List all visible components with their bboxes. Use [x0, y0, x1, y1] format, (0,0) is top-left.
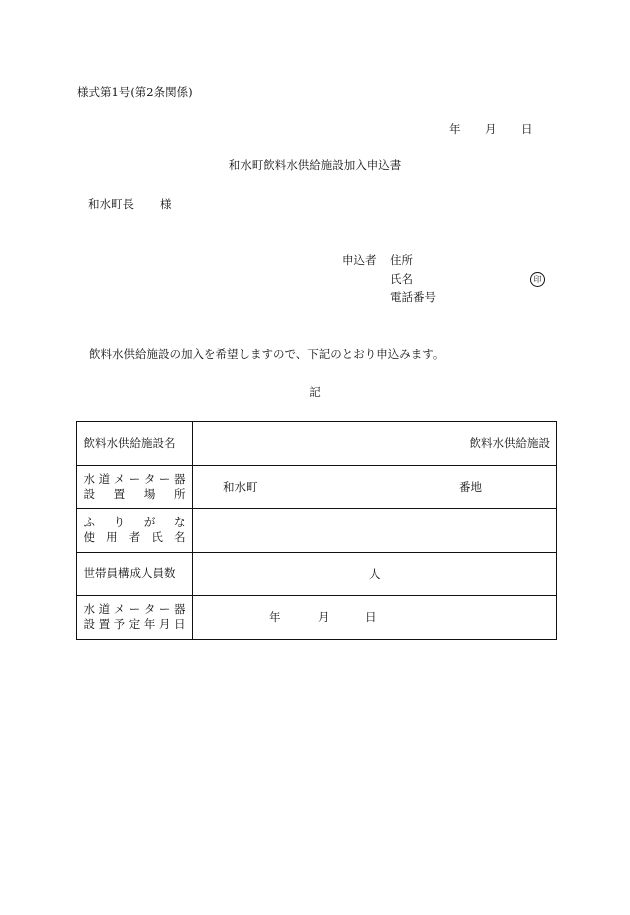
label-char: 氏 — [151, 530, 163, 545]
table-row — [77, 422, 557, 466]
facility-name-value: 飲料水供給施設 — [469, 436, 550, 451]
facility-name-label-cell — [77, 422, 193, 466]
label-char: 場 — [143, 486, 156, 501]
label-char: 道 — [98, 471, 111, 486]
banchi-label: 番地 — [459, 479, 482, 494]
applicant-phone-label: 電話番号 — [390, 290, 436, 304]
label-char: 月 — [158, 617, 171, 632]
label-char: 所 — [173, 486, 186, 501]
label-char: 器 — [173, 602, 186, 617]
label-char: 水 — [83, 471, 95, 486]
user-name-value-cell[interactable] — [193, 509, 557, 553]
applicant-label: 申込者 — [342, 253, 377, 267]
household-count-label: 世帯員構成人員数 — [83, 566, 176, 581]
install-date-label-cell — [77, 596, 193, 640]
label-char: 設 — [83, 617, 95, 632]
label-char: メ — [113, 471, 126, 486]
addressee-honorific: 様 — [160, 197, 172, 211]
label-char: タ — [143, 602, 156, 617]
table-row — [77, 596, 557, 640]
label-char: 用 — [106, 530, 118, 545]
applicant-address-label: 住所 — [390, 253, 413, 267]
install-month-label: 月 — [318, 610, 330, 625]
label-char: 器 — [173, 471, 186, 486]
town-name: 和水町 — [223, 479, 258, 494]
document-title: 和水町飲料水供給施設加入申込書 — [228, 158, 402, 172]
label-char: 定 — [128, 617, 141, 632]
meter-location-label — [84, 472, 186, 502]
date-day-label: 日 — [521, 122, 533, 136]
label-char: 使 — [83, 530, 95, 545]
meter-location-label-cell — [77, 465, 193, 509]
meter-location-value-cell[interactable] — [193, 465, 557, 509]
label-char: 名 — [174, 530, 186, 545]
application-table — [76, 421, 557, 640]
label-char: ふ — [83, 515, 95, 530]
household-count-label-cell — [77, 552, 193, 596]
label-char: メ — [113, 602, 126, 617]
label-char: タ — [143, 471, 156, 486]
install-date-label — [84, 602, 186, 632]
label-char: が — [143, 515, 156, 530]
label-char: 年 — [143, 617, 156, 632]
label-char: り — [113, 515, 126, 530]
label-char: 者 — [128, 530, 141, 545]
label-char: 日 — [173, 617, 186, 632]
table-row — [77, 509, 557, 553]
user-name-label — [84, 515, 186, 545]
table-row — [77, 465, 557, 509]
label-char: 水 — [83, 602, 95, 617]
label-char: 置 — [98, 617, 111, 632]
applicant-name-label: 氏名 — [390, 272, 413, 286]
install-date-value-cell[interactable] — [193, 596, 557, 640]
user-name-label-cell — [77, 509, 193, 553]
date-month-label: 月 — [485, 122, 497, 136]
facility-name-label: 飲料水供給施設名 — [83, 435, 176, 450]
label-char: ー — [158, 471, 171, 486]
label-char: 道 — [98, 602, 111, 617]
household-count-value-cell[interactable] — [193, 552, 557, 596]
body-text: 飲料水供給施設の加入を希望しますので、下記のとおり申込みます。 — [89, 347, 445, 361]
label-char: ー — [128, 471, 141, 486]
form-number: 様式第1号(第2条関係) — [77, 85, 193, 99]
label-char: ー — [128, 602, 141, 617]
label-char: 置 — [113, 486, 126, 501]
persons-unit: 人 — [369, 566, 381, 581]
table-row — [77, 552, 557, 596]
label-char: 予 — [113, 617, 126, 632]
install-day-label: 日 — [365, 610, 377, 625]
ki-heading: 記 — [309, 385, 321, 399]
label-char: 設 — [83, 486, 95, 501]
addressee-name: 和水町長 — [88, 197, 134, 211]
date-year-label: 年 — [449, 122, 461, 136]
seal-mark-icon: 印 — [530, 272, 545, 287]
label-char: ー — [158, 602, 171, 617]
facility-name-value-cell[interactable] — [193, 422, 557, 466]
install-year-label: 年 — [269, 610, 281, 625]
label-char: な — [173, 515, 186, 530]
